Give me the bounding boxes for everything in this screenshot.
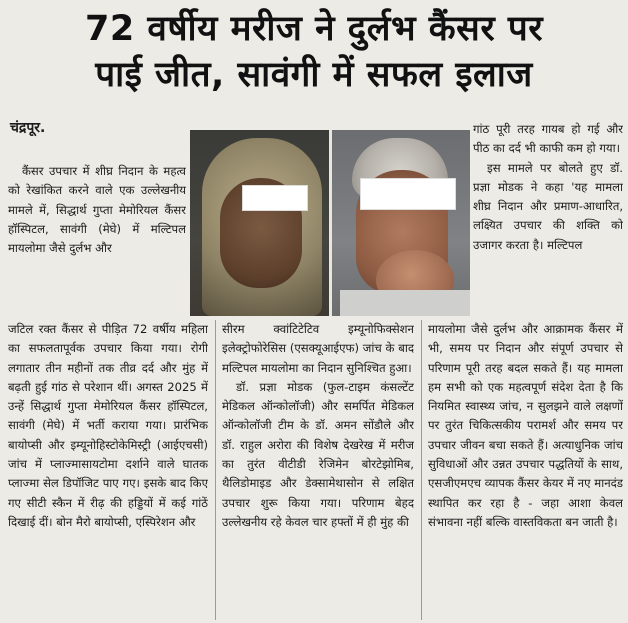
column-rule — [215, 320, 216, 620]
paragraph: सीरम क्वांटिटेटिव इम्यूनोफिक्सेशन इलेक्ट्रोफोरेसिस (एसक्यूआईएफ) जांच के बाद मल्टिपल मायलोमा का निदान सुनिश्चित हुआ। — [222, 322, 414, 375]
patient-photo — [190, 130, 470, 316]
paragraph: कैंसर उपचार में शीघ्र निदान के महत्व को रेखांकित करने वाले एक उल्लेखनीय मामले में, सिद्धार्थ गुप्ता मेमोरियल कैंसर हॉस्पिटल, सावंगी (मेघे) में मल्टिपल मायलोमा जैसे दुर्लभ और — [8, 164, 186, 256]
article-column-right-bottom — [428, 320, 623, 620]
article-column-middle — [222, 320, 414, 620]
paragraph: मायलोमा जैसे दुर्लभ और आक्रामक कैंसर में भी, समय पर निदान और संपूर्ण उपचार से परिणाम पूरी तरह बदल सकते हैं। यह मामला हम सभी को एक महत्वपूर्ण संदेश देता है कि नियमित स्वास्थ्य जांच, न सुलझने वाले लक्षणों पर तुरंत चिकित्सकीय परामर्श और समय पर उपचार जीवन बचा सकते हैं। अत्याधुनिक जांच सुविधाओं और उन्नत उपचार पद्धतियों के साथ, एसजीएमएच व्यापक कैंसर केयर में नए मानदंड स्थापित कर रहा है - जहा आशा केवल संभावना नहीं बल्कि वास्तविकता बन जाती है। — [428, 322, 623, 529]
patient-shirt — [340, 290, 470, 316]
paragraph: जटिल रक्त कैंसर से पीड़ित 72 वर्षीय महिला का सफलतापूर्वक उपचार किया गया। रोगी लगातार तीन महीनों तक तीव्र दर्द और मुंह में बढ़ती हुई गांठ से परेशान थीं। अगस्त 2025 में उन्हें सिद्धार्थ गुप्ता मेमोरियल कैंसर हॉस्पिटल, सावंगी (मेघे) में भर्ती कराया गया। प्रारंभिक बायोप्सी और इम्यूनोहिस्टोकेमिस्ट्री (आईएचसी) जांच में प्लाज्मासायटोमा दर्शाने वाले घातक प्लाज्मा सेल डिपॉजिट पाए गए। इसके बाद किए गए सीटी स्कैन में रीढ़ की हड्डियों में कई गांठें दिखाई दीं। बोन मैरो बायोप्सी, एस्पिरेशन और — [8, 322, 208, 529]
paragraph: गांठ पूरी तरह गायब हो गई और पीठ का दर्द भी काफी कम हो गया। — [473, 122, 623, 156]
headline — [8, 6, 620, 98]
headline-line-2: पाई जीत, सावंगी में सफल इलाज — [95, 55, 533, 95]
column-rule — [421, 320, 422, 620]
paragraph: डॉ. प्रज्ञा मोडक (फुल-टाइम कंसल्टेंट मेडिकल ऑन्कोलॉजी) और समर्पित मेडिकल ऑन्कोलॉजी टीम के डॉ. अमन सोंडौले और डॉ. राहुल अरोरा की विशेष देखरेख में मरीज का तुरंत वीटीडी रेजिमेन बोरटेझोमिब, थैलिडोमाइड और डेक्सामेथासोन से लक्षित उपचार शुरू किया गया। परिणाम बेहद उल्लेखनीय रहे केवल चार हफ्तों में ही मुंह की — [222, 379, 414, 529]
dateline: चंद्रपूर. — [10, 120, 46, 136]
face-redaction-box-left — [242, 185, 308, 211]
article-column-left-bottom — [8, 320, 208, 620]
headline-line-1: 72 वर्षीय मरीज ने दुर्लभ कैंसर पर — [84, 9, 544, 49]
paragraph: इस मामले पर बोलते हुए डॉ. प्रज्ञा मोडक ने कहा 'यह मामला शीघ्र निदान और प्रमाण-आधारित, लक्ष्यित उपचार की शक्ति को उजागर करता है। मल्टिपल — [473, 160, 623, 252]
article-column-right-top — [473, 120, 623, 330]
face-redaction-box-right — [360, 178, 456, 210]
photo-divider — [329, 130, 332, 316]
article-column-left-top — [8, 162, 186, 322]
